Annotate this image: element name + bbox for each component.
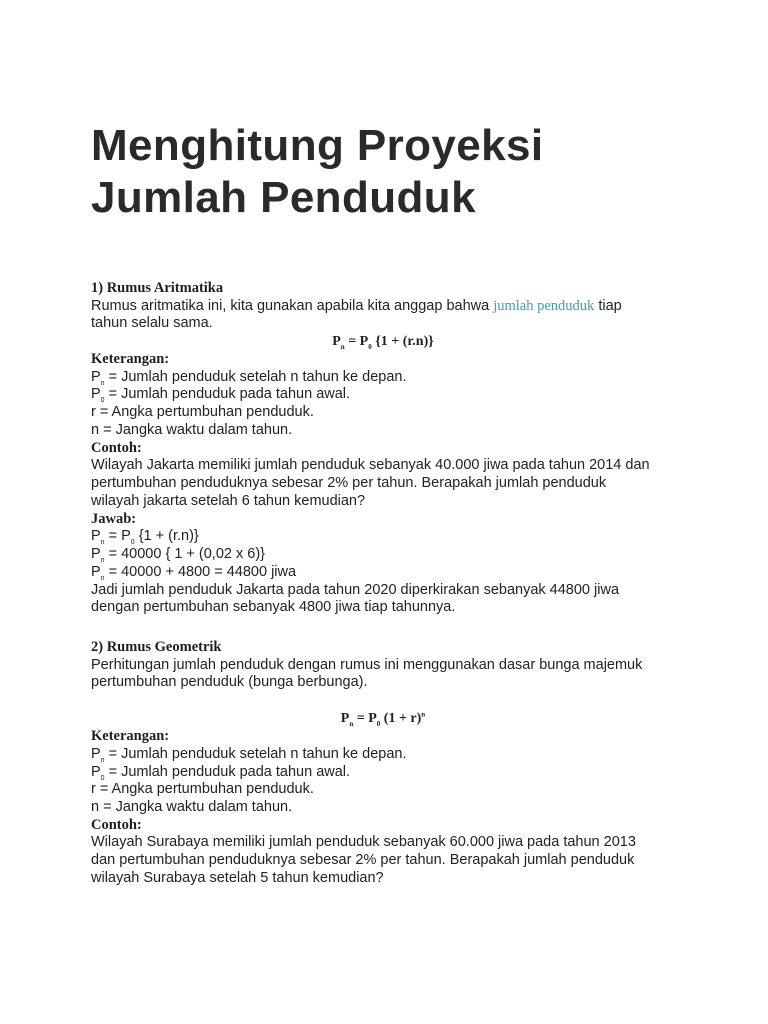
section1-jadi-line1: Jadi jumlah penduduk Jakarta pada tahun 2020 diperkirakan sebanyak 44800 jiwa [91, 581, 620, 598]
section1-jawab-line3: $P_n = 40000 + 4800 = 44800$ jiwa [91, 563, 297, 582]
section1-jadi-line2: dengan pertumbuhan sebanyak 4800 jiwa tiap tahunnya. [91, 599, 456, 616]
section1-ket-line3: r = Angka pertumbuhan penduduk. [91, 404, 314, 421]
section1-jawab-line1: $P_n = P_0$ {1 + (r.n)} [91, 528, 199, 547]
section1-ket-line4: n = Jangka waktu dalam tahun. [91, 421, 293, 438]
section2-intro-line2: pertumbuhan penduduk (bunga berbunga). [91, 674, 368, 691]
section2-ket-line1: $P_n$ = Jumlah penduduk setelah n tahun ke depan. [91, 745, 407, 764]
section2-contoh-line3: wilayah Surabaya setelah 5 tahun kemudian? [91, 870, 384, 887]
page-title: Menghitung Proyeksi Jumlah Penduduk [91, 121, 544, 222]
section2-contoh-line2: dan pertumbuhan penduduknya sebesar 2% per tahun. Berapakah jumlah penduduk [91, 852, 635, 869]
section2-contoh-line1: Wilayah Surabaya memiliki jumlah penduduk sebanyak 60.000 jiwa pada tahun 2013 [91, 834, 636, 851]
section2-heading: 2) Rumus Geometrik [91, 639, 222, 656]
section1-contoh-heading: Contoh: [91, 439, 142, 456]
section1-intro-line1: Rumus aritmatika ini, kita gunakan apabila kita anggap bahwa jumlah penduduk tiap [91, 297, 622, 314]
section1-formula: $P_n = P_0$ {1 + (r.n)} [332, 334, 434, 351]
section1-heading: 1) Rumus Aritmatika [91, 280, 224, 296]
section1-keterangan-heading: Keterangan: [91, 351, 170, 368]
section2-keterangan-heading: Keterangan: [91, 728, 170, 745]
section2-formula: $P_n = P_0$ $(1 + r)^n$ [340, 710, 426, 729]
section2-intro-line1: Perhitungan jumlah penduduk dengan rumus ini menggunakan dasar bunga majemuk [91, 656, 643, 673]
section1-ket-line2: $P_0$ = Jumlah penduduk pada tahun awal. [91, 386, 351, 405]
document-content [91, 280, 691, 888]
section2-ket-line3: r = Angka pertumbuhan penduduk. [91, 781, 314, 798]
section1-jawab-heading: Jawab: [91, 510, 137, 527]
section1-intro-line2: tahun selalu sama. [91, 315, 213, 332]
section1-contoh-line3: wilayah jakarta setelah 6 tahun kemudian? [91, 492, 366, 509]
section1-contoh-line2: pertumbuhan penduduknya sebesar 2% per tahun. Berapakah jumlah penduduk [91, 475, 607, 492]
section2-contoh-heading: Contoh: [91, 816, 142, 833]
section1-contoh-line1: Wilayah Jakarta memiliki jumlah penduduk sebanyak 40.000 jiwa pada tahun 2014 dan [91, 457, 650, 474]
jumlah-penduduk-link[interactable]: jumlah penduduk [493, 297, 595, 314]
section2-ket-line2: $P_0$ = Jumlah penduduk pada tahun awal. [91, 763, 351, 782]
section1-ket-line1: $P_n$ = Jumlah penduduk setelah n tahun ke depan. [91, 368, 407, 387]
section2-ket-line4: n = Jangka waktu dalam tahun. [91, 799, 293, 816]
section1-jawab-line2: $P_n = 40000$ { 1 + (0,02 x 6)} [91, 545, 266, 564]
